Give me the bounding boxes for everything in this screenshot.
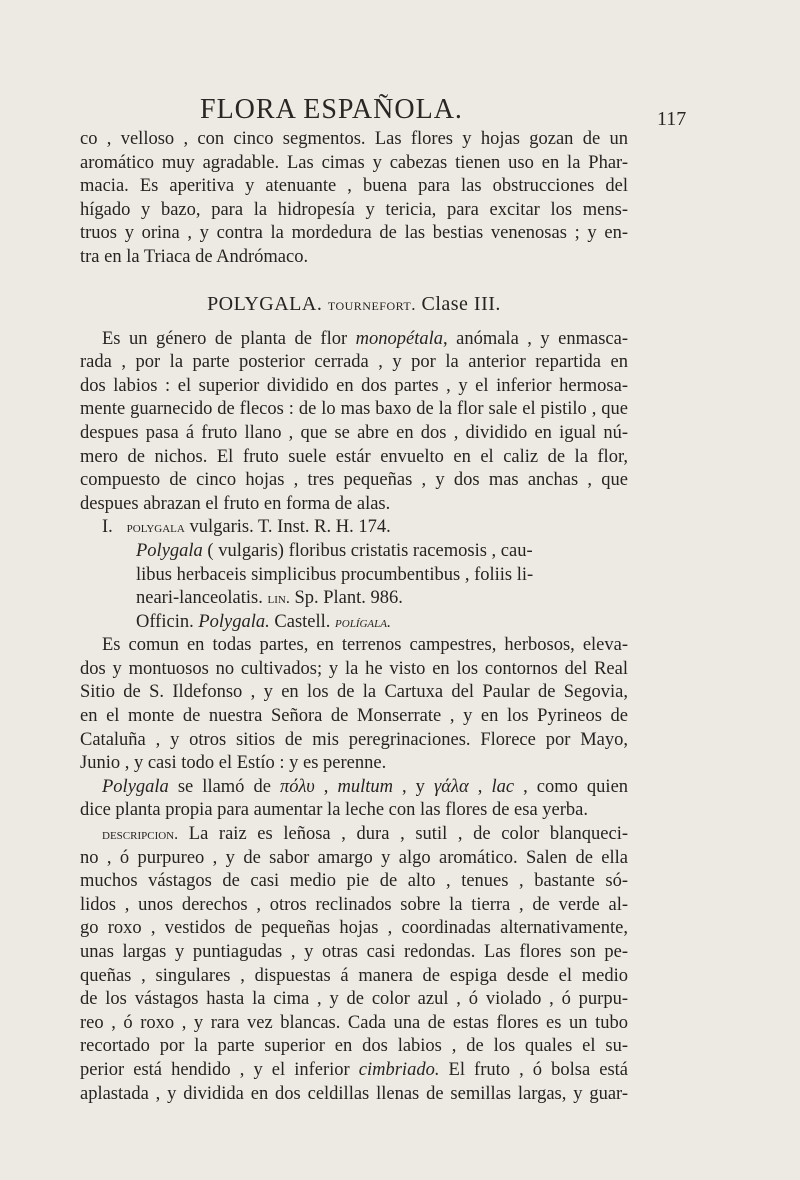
text-line: go roxo , vestidos de pequeñas hojas , coordinadas alternativamente, — [80, 918, 628, 939]
text-line: lidos , unos derechos , otros reclinados sobre la tierra , de verde al- — [80, 894, 628, 915]
text-span: , — [314, 776, 338, 797]
text-line: truos y orina , y contra la mordedura de las bestias venenosas ; y en- — [80, 223, 628, 244]
text-line — [80, 587, 628, 611]
text-line: de los vástagos hasta la cima , y de color azul , ó violado , ó purpu- — [80, 989, 628, 1010]
species-entry — [80, 516, 628, 634]
habitat-paragraph — [80, 634, 628, 776]
text-span: La raiz es leñosa , dura , sutil , de color blanqueci- — [178, 824, 628, 845]
text-line — [80, 1059, 628, 1083]
running-title: FLORA ESPAÑOLA. — [200, 94, 463, 125]
text-span: ( vulgaris) floribus cristatis racemosis , cau- — [202, 540, 533, 561]
text-line: dos y montuosos no cultivados; y la he visto en los contornos del Real — [80, 658, 628, 679]
text-line — [80, 540, 628, 564]
vernacular-name: polígala. — [335, 613, 391, 631]
text-span: , y — [392, 776, 434, 797]
text-span: perior está hendido , y el inferior — [80, 1059, 359, 1080]
text-line: macia. Es aperitiva y atenuante , buena para las obstrucciones del — [80, 176, 628, 197]
text-span: Sp. Plant. 986. — [289, 588, 403, 609]
section-heading — [80, 284, 628, 324]
text-span: , anómala , y enmasca- — [443, 328, 628, 349]
text-line: Sitio de S. Ildefonso , y en los de la Cartuxa del Paular de Segovia, — [80, 682, 628, 703]
text-line: recortado por la parte superior en dos labios , de los quales el su- — [80, 1036, 628, 1057]
text-line: rada , por la parte posterior cerrada , y por la anterior repartida en — [80, 352, 628, 373]
text-line: unas largas y puntiagudas , y otras casi redondas. Las flores son pe- — [80, 942, 628, 962]
text-line: no , ó purpureo , y de sabor amargo y algo aromático. Salen de ella — [80, 847, 628, 868]
text-line: en el monte de nuestra Señora de Monserrate , y en los Pyrineos de — [80, 706, 628, 727]
intro-paragraph — [80, 128, 628, 270]
text-line: aplastada , y dividida en dos celdillas llenas de semillas largas, y guar- — [80, 1083, 628, 1104]
text-line: Es comun en todas partes, en terrenos campestres, herbosos, eleva- — [102, 635, 628, 656]
genus-name: POLYGALA. — [207, 292, 323, 315]
species-heading — [80, 516, 628, 540]
text-line: despues pasa á fruto llano , que se abre en dos , dividido en igual nú- — [80, 422, 628, 443]
text-line: libus herbaceis simplicibus procumbentibus , foliis li- — [136, 564, 534, 585]
text-line — [80, 823, 628, 847]
text-line: tra en la Triaca de Andrómaco. — [80, 246, 309, 267]
text-line: Cataluña , y otros sitios de mis peregrinaciones. Florece por Mayo, — [80, 729, 628, 750]
italic-term: Polygala. — [198, 611, 270, 632]
text-line: muchos vástagos de casi medio pie de alto , tenues , bastante só- — [80, 871, 628, 892]
class-label: Clase III. — [421, 292, 501, 315]
italic-term: monopétala — [355, 328, 443, 349]
description-label: descripcion. — [102, 826, 179, 844]
text-line: mente guarnecido de flecos : de lo mas baxo de la flor sale el pistilo , que — [80, 399, 628, 420]
text-span: se llamó de — [168, 776, 280, 797]
italic-term: multum — [337, 776, 393, 797]
italic-term: lac — [491, 776, 515, 797]
text-span: , como quien — [514, 776, 629, 797]
text-span: El fruto , ó bolsa está — [439, 1059, 628, 1080]
genus-description — [80, 328, 628, 517]
italic-term: Polygala — [102, 776, 169, 797]
page-number: 117 — [657, 108, 687, 130]
body-text — [80, 128, 628, 1106]
text-line: co , velloso , con cinco segmentos. Las flores y hojas gozan de un — [80, 129, 628, 149]
greek-term: πόλυ — [280, 776, 315, 797]
text-line: despues abrazan el fruto en forma de alas. — [80, 493, 391, 514]
etymology-paragraph — [80, 776, 628, 823]
italic-term: cimbriado. — [358, 1059, 440, 1080]
text-line: mero de nichos. El fruto suele estár envuelto en el caliz de la flor, — [80, 446, 628, 467]
text-span: Es un género de planta de flor — [102, 328, 356, 349]
text-line: queñas , singulares , dispuestas á manera de espiga desde el medio — [80, 965, 628, 986]
text-line — [80, 776, 628, 800]
text-line — [80, 328, 628, 352]
species-name: polygala — [126, 519, 185, 537]
greek-term: γάλα — [433, 776, 469, 797]
text-line: aromático muy agradable. Las cimas y cabezas tienen uso en la Phar- — [80, 152, 628, 173]
text-line: compuesto de cinco hojas , tres pequeñas , y dos mas anchas , que — [80, 470, 628, 491]
text-line: dice planta propia para aumentar la leche con las flores de esa yerba. — [80, 800, 588, 821]
text-line: reo , ó roxo , y rara vez blancas. Cada una de estas flores es un tubo — [80, 1012, 628, 1033]
italic-term: Polygala — [136, 540, 203, 561]
text-span: , — [468, 776, 492, 797]
text-line: Junio , y casi todo el Estío : y es perenne. — [80, 753, 387, 774]
text-line — [80, 611, 628, 635]
text-span: vulgaris. T. Inst. R. H. 174. — [184, 517, 391, 538]
text-span: Officin. — [136, 611, 199, 632]
species-numeral: I. — [102, 517, 113, 538]
text-line: hígado y bazo, para la hidropesía y tericia, para excitar los mens- — [80, 199, 628, 220]
author-abbrev: lin. — [267, 590, 290, 608]
description-paragraph — [80, 823, 628, 1106]
text-span: Castell. — [269, 611, 336, 632]
text-line: dos labios : el superior dividido en dos partes , y el inferior hermosa- — [80, 375, 628, 396]
genus-author: tournefort. — [327, 294, 416, 314]
text-span: neari-lanceolatis. — [136, 588, 268, 609]
